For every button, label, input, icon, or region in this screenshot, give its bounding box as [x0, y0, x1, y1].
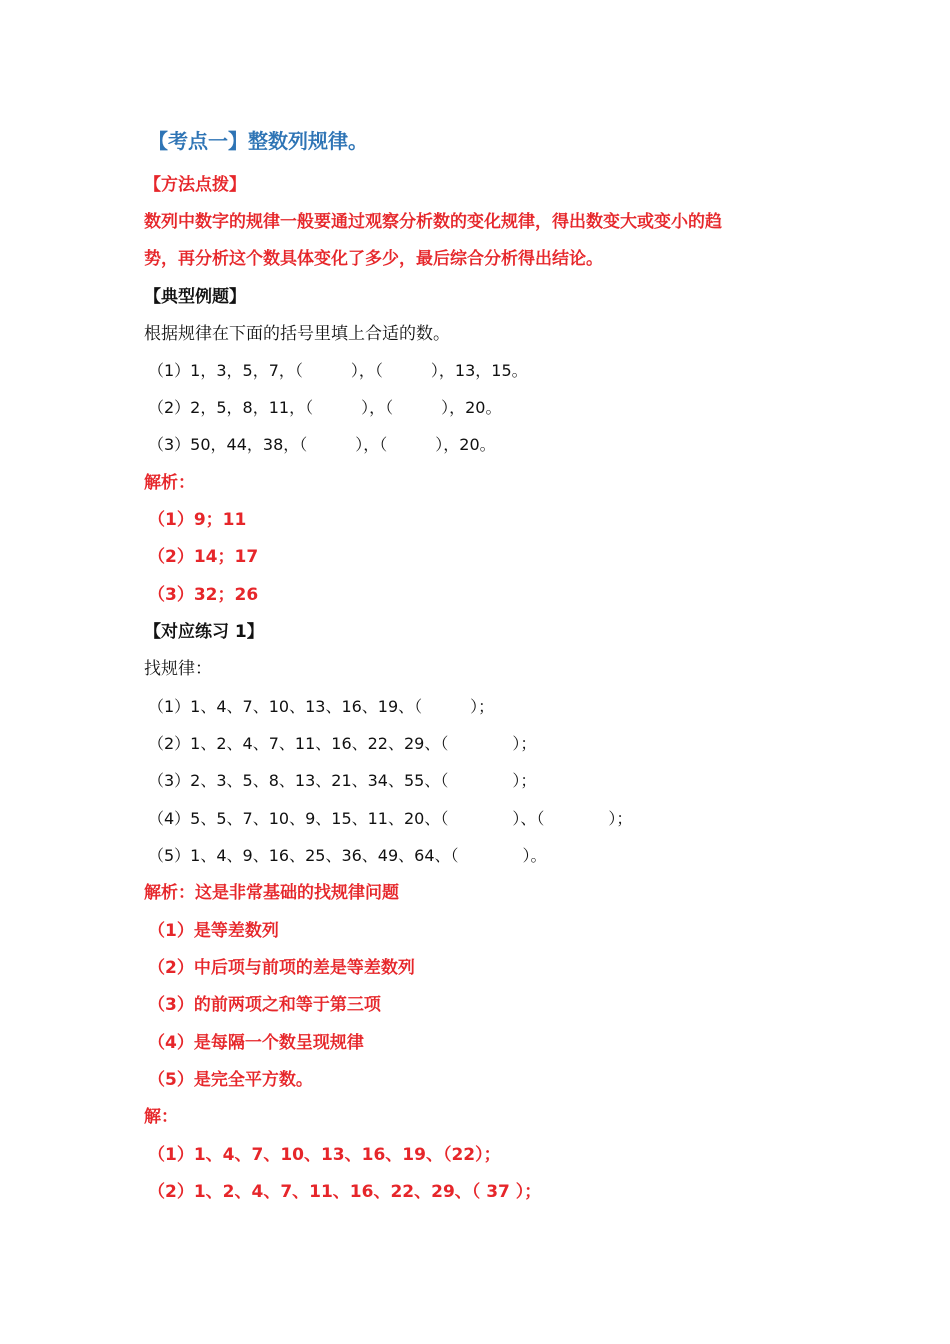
practice-question-3: （3）2、3、5、8、13、21、34、55、（ ）； — [148, 771, 537, 790]
practice-solution-2: （2）1、2、4、7、11、16、22、29、（ 37 ）； — [148, 1182, 542, 1202]
section-title: 【考点一】整数列规律。 — [148, 129, 368, 153]
example-question-3: （3）50，44，38，（ ），（ ），20。 — [148, 435, 496, 454]
method-heading: 【方法点拨】 — [144, 175, 246, 195]
practice-solution-1: （1）1、4、7、10、13、16、19、（22）； — [148, 1145, 501, 1165]
method-text-line-2: 势，再分析这个数具体变化了多少，最后综合分析得出结论。 — [144, 249, 603, 269]
practice-analysis-4: （4）是每隔一个数呈现规律 — [148, 1033, 364, 1053]
practice-solution-label: 解： — [144, 1107, 178, 1127]
example-answer-2: （2）14；17 — [148, 547, 259, 567]
practice-analysis-2: （2）中后项与前项的差是等差数列 — [148, 958, 415, 978]
example-answer-1: （1）9；11 — [148, 510, 247, 530]
practice-analysis-5: （5）是完全平方数。 — [148, 1070, 313, 1090]
practice-question-4: （4）5、5、7、10、9、15、11、20、（ ）、（ ）； — [148, 809, 633, 828]
practice-instruction: 找规律： — [144, 659, 212, 679]
example-instruction: 根据规律在下面的括号里填上合适的数。 — [144, 324, 450, 344]
practice-analysis-1: （1）是等差数列 — [148, 921, 279, 941]
practice-question-1: （1）1、4、7、10、13、16、19、（ ）； — [148, 697, 495, 716]
example-question-2: （2）2，5，8，11，（ ），（ ），20。 — [148, 398, 502, 417]
method-text-line-1: 数列中数字的规律一般要通过观察分析数的变化规律，得出数变大或变小的趋 — [144, 212, 722, 232]
example-analysis-label: 解析： — [144, 473, 195, 493]
practice-question-2: （2）1、2、4、7、11、16、22、29、（ ）； — [148, 734, 537, 753]
practice-analysis-label: 解析：这是非常基础的找规律问题 — [144, 883, 399, 903]
practice-question-5: （5）1、4、9、16、25、36、49、64、（ ）。 — [148, 846, 547, 865]
example-answer-3: （3）32；26 — [148, 585, 259, 605]
example-heading: 【典型例题】 — [144, 287, 246, 307]
example-question-1: （1）1，3，5，7，（ ），（ ），13，15。 — [148, 361, 528, 380]
practice-heading: 【对应练习 1】 — [144, 622, 264, 642]
practice-analysis-3: （3）的前两项之和等于第三项 — [148, 995, 381, 1015]
